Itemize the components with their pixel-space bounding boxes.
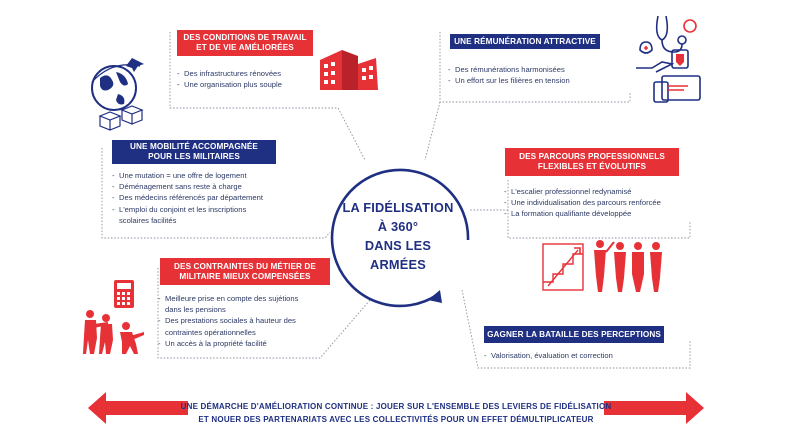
list-item: - Valorisation, évaluation et correction	[484, 350, 674, 361]
footer-line1: UNE DÉMARCHE D'AMÉLIORATION CONTINUE : JOUER SUR L'ENSEMBLE DES LEVIERS DE FIDÉLISATION	[180, 402, 612, 411]
mobilite-list	[112, 170, 312, 226]
remuneration-list	[448, 64, 628, 86]
career-staircase-people-icon	[540, 236, 672, 294]
parcours-title-line1: DES PARCOURS PROFESSIONNELS	[519, 152, 665, 161]
list-item: - Des prestations sociales à hauteur des	[158, 315, 338, 326]
list-item: - Une individualisation des parcours renforcée	[504, 197, 704, 208]
list-item-continued: contraintes opérationnelles	[165, 327, 256, 337]
conditions-title	[177, 30, 313, 56]
contraintes-title	[160, 258, 330, 285]
list-item: - Une organisation plus souple	[177, 79, 317, 90]
contraintes-list	[158, 293, 338, 349]
parcours-title	[505, 148, 679, 176]
conditions-title-line2: ET DE VIE AMÉLIORÉES	[196, 43, 294, 52]
globe-plane-boxes-icon	[82, 52, 152, 134]
parcours-title-line2: FLEXIBLES ET ÉVOLUTIFS	[537, 162, 647, 171]
list-item-continued: dans les pensions	[165, 305, 226, 315]
remuneration-title	[450, 34, 600, 49]
footer-text	[150, 400, 642, 426]
perceptions-title-text: GAGNER LA BATAILLE DES PERCEPTIONS	[487, 329, 661, 339]
soldiers-calculator-icon	[82, 278, 148, 356]
center-title-line3: DANS LES ARMÉES	[364, 238, 432, 272]
center-title-line1: LA FIDÉLISATION	[342, 200, 454, 215]
mobilite-title-line2: POUR LES MILITAIRES	[148, 152, 240, 161]
list-item: - L'escalier professionnel redynamisé	[504, 186, 704, 197]
perceptions-list	[484, 350, 674, 361]
parcours-list	[504, 186, 704, 220]
circle-arrowhead	[428, 290, 442, 303]
list-item: - Un effort sur les filières en tension	[448, 75, 628, 86]
health-money-devices-icon	[632, 10, 712, 106]
list-item: - Une mutation = une offre de logement	[112, 170, 312, 181]
list-item: - Meilleure prise en compte des sujétions	[158, 293, 338, 304]
contraintes-title-line2: MILITAIRE MIEUX COMPENSÉES	[179, 271, 311, 281]
list-item: - Un accès à la propriété facilité	[158, 338, 338, 349]
list-item: - Des médecins référencés par département	[112, 192, 312, 203]
center-title	[336, 198, 460, 274]
center-title-line2: À 360°	[377, 219, 419, 234]
mobilite-title	[112, 140, 276, 164]
conditions-title-line1: DES CONDITIONS DE TRAVAIL	[183, 33, 307, 42]
list-item: - Des infrastructures rénovées	[177, 68, 317, 79]
list-item: - Des rémunérations harmonisées	[448, 64, 628, 75]
list-item-continued: scolaires facilités	[119, 215, 177, 225]
contraintes-title-line1: DES CONTRAINTES DU MÉTIER DE	[174, 261, 316, 271]
perceptions-title	[484, 326, 664, 343]
buildings-icon	[318, 44, 380, 92]
remuneration-title-text: UNE RÉMUNÉRATION ATTRACTIVE	[454, 36, 596, 46]
list-item: - La formation qualifiante développée	[504, 208, 704, 219]
footer-line2: ET NOUER DES PARTENARIATS AVEC LES COLLECTIVITÉS POUR UN EFFET DÉMULTIPLICATEUR	[198, 415, 594, 424]
list-item: - L'emploi du conjoint et les inscriptions	[112, 204, 312, 215]
conditions-list	[177, 68, 317, 90]
list-item: - Déménagement sans reste à charge	[112, 181, 312, 192]
mobilite-title-line1: UNE MOBILITÉ ACCOMPAGNÉE	[130, 142, 258, 151]
